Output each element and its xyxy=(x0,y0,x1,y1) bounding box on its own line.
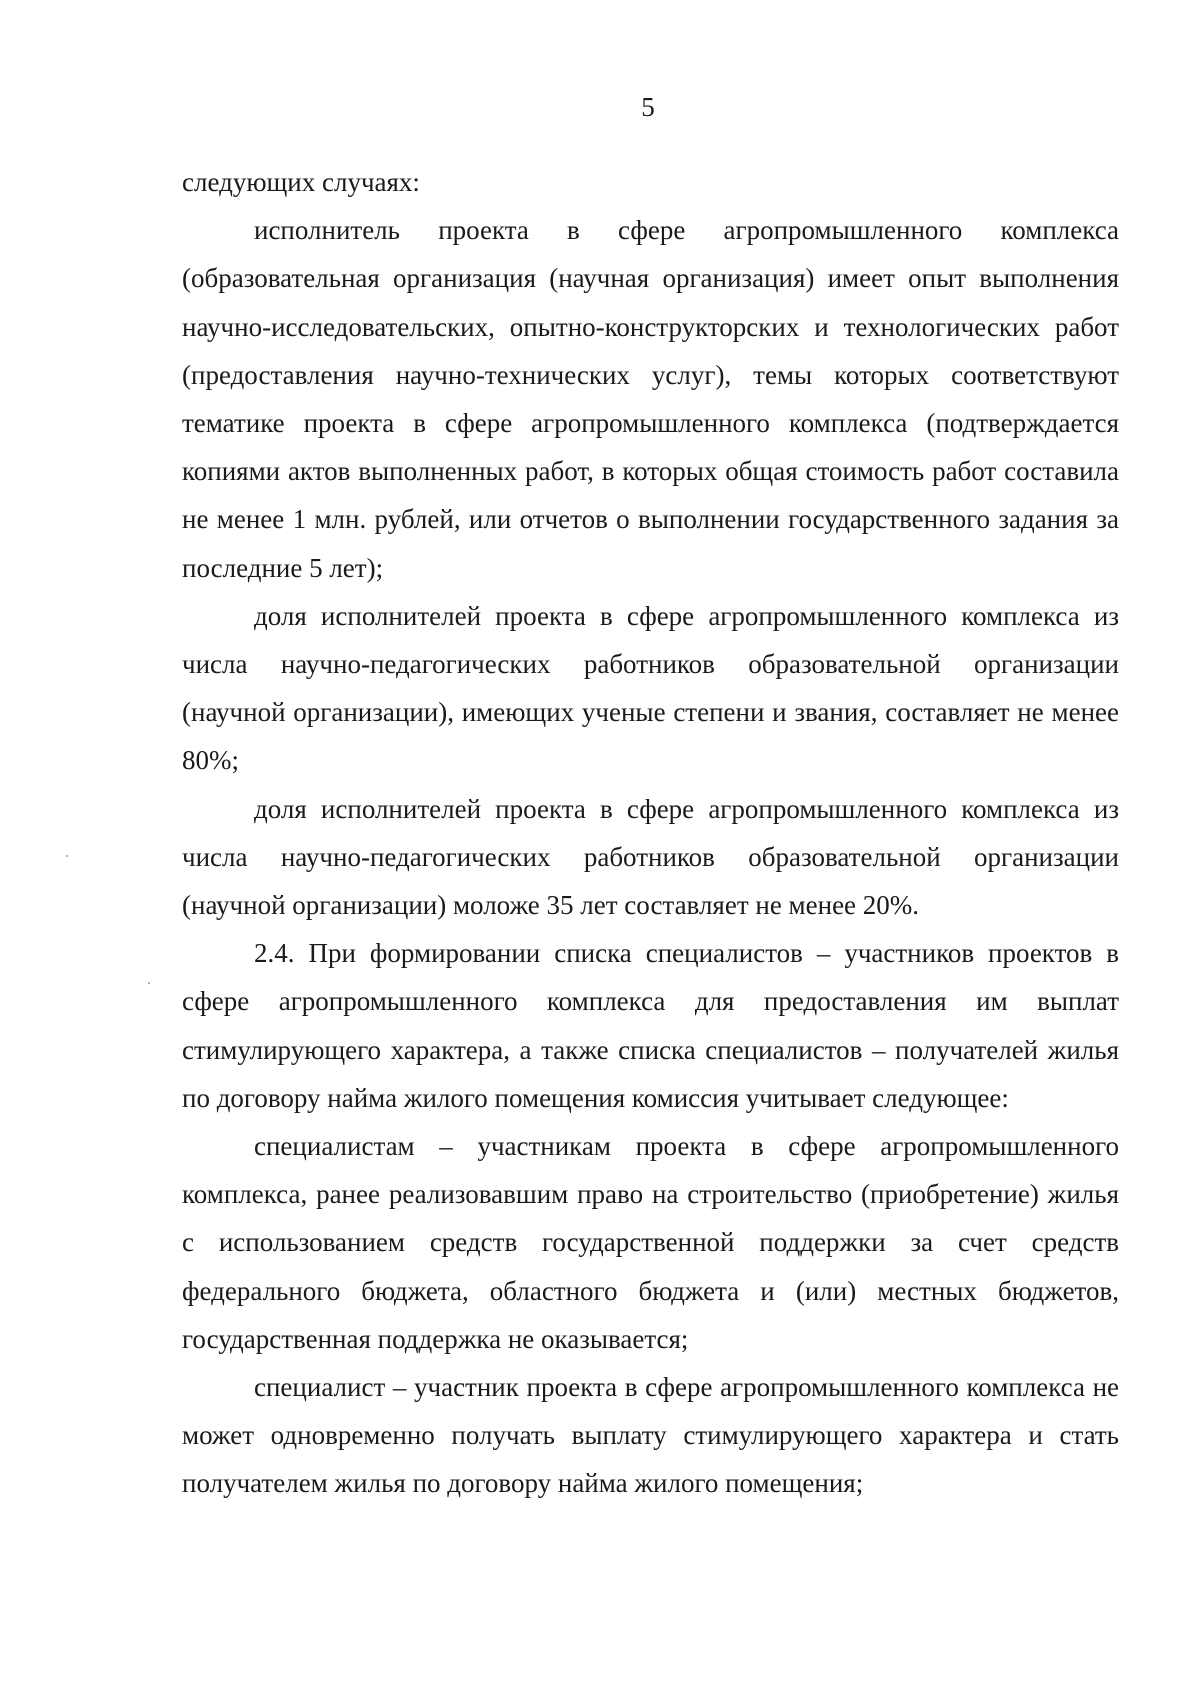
paragraph-executor-experience: исполнитель проекта в сфере агропромышленного комплекса (образовательная организация (научная организация) имеет опыт выполнения научно-исследовательских, опытно-конструкторских и технологических работ (предоставления научно-технических услуг), темы которых соответствуют тематике проекта в сфере агропромышленного комплекса (подтверждается копиями актов выполненных работ, в которых общая стоимость работ составила не менее 1 млн. рублей, или отчетов о выполнении государственного задания за последние 5 лет); xyxy=(182,215,1119,583)
page-number: 5 xyxy=(641,92,655,122)
paragraph-continuation: следующих случаях: xyxy=(182,167,420,197)
paragraph-single-benefit: специалист – участник проекта в сфере агропромышленного комплекса не может одновременно получать выплату стимулирующего характера и стать получателем жилья по договору найма жилого помещения; xyxy=(182,1372,1119,1499)
paragraph-prior-support: специалистам – участникам проекта в сфере агропромышленного комплекса, ранее реализовавшим право на строительство (приобретение) жилья с использованием средств государственной поддержки за счет средств федерального бюджета, областного бюджета и (или) местных бюджетов, государственная поддержка не оказывается; xyxy=(182,1131,1119,1354)
paragraph-section-2-4: 2.4. При формировании списка специалистов – участников проектов в сфере агропромышленного комплекса для предоставления им выплат стимулирующего характера, а также списка специалистов – получателей жилья по договору найма жилого помещения комиссия учитывает следующее: xyxy=(182,938,1119,1113)
paragraph-young-share: доля исполнителей проекта в сфере агропромышленного комплекса из числа научно-педагогических работников образовательной организации (научной организации) моложе 35 лет составляет не менее 20%. xyxy=(182,793,1119,921)
paragraph-degree-share: доля исполнителей проекта в сфере агропромышленного комплекса из числа научно-педагогических работников образовательной организации (научной организации), имеющих ученые степени и звания, составляет не менее 80%; xyxy=(182,600,1119,776)
document-body xyxy=(182,158,1119,1508)
scan-speck xyxy=(148,982,150,984)
scan-speck xyxy=(66,855,68,857)
